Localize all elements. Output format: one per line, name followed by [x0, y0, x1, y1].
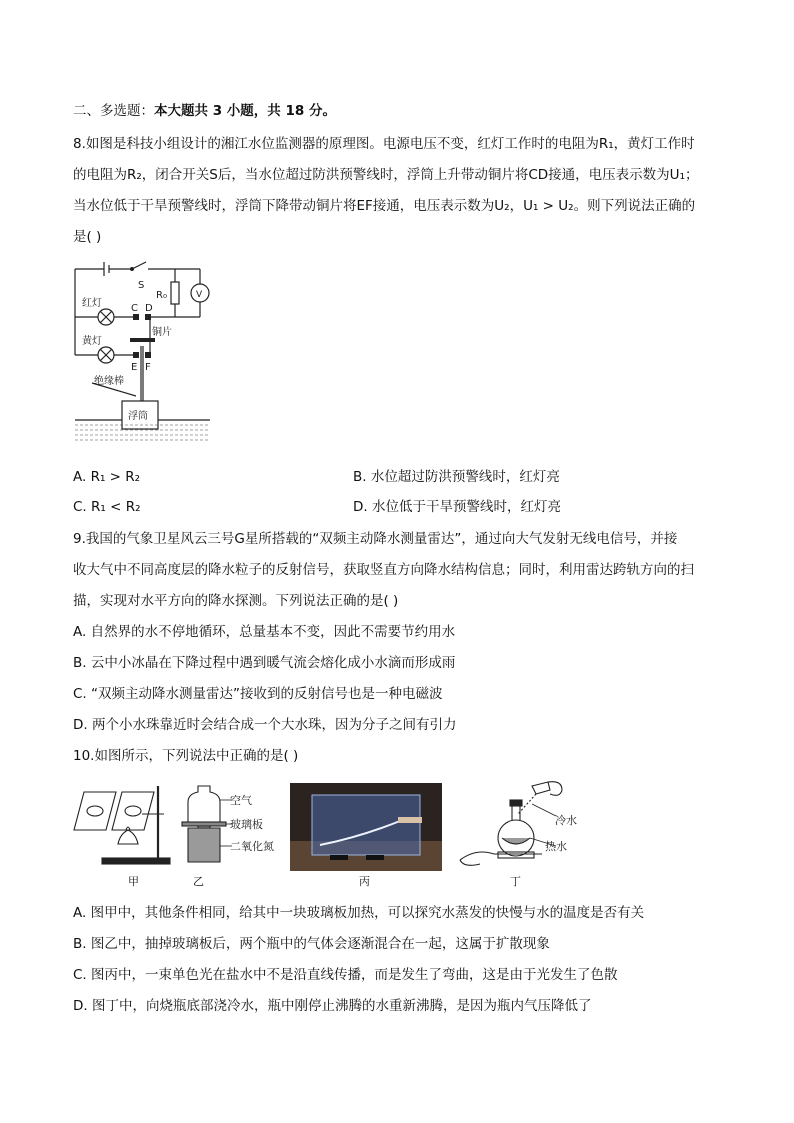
- q9-stem-line-1: 9.我国的气象卫星风云三号G星所搭载的“双频主动降水测量雷达”，通过向大气发射无线电信号，并接: [73, 531, 678, 547]
- label-c: C: [131, 303, 138, 314]
- q8-option-c[interactable]: C. R₁ < R₂: [73, 499, 141, 515]
- label-copper: 铜片: [152, 327, 172, 338]
- contact-c: [133, 314, 139, 320]
- q10-stem: 10.如图所示，下列说法中正确的是( ): [73, 748, 299, 764]
- q9-stem-line-3: 描，实现对水平方向的降水探测。下列说法正确的是( ): [73, 593, 399, 609]
- q10-figure-yi: [180, 780, 290, 872]
- label-d: D: [145, 303, 153, 314]
- label-v: V: [196, 290, 203, 300]
- q8-option-b[interactable]: B. 水位超过防洪预警线时，红灯亮: [353, 469, 560, 485]
- q9-option-c[interactable]: C. “双频主动降水测量雷达”接收到的反射信号也是一种电磁波: [73, 686, 443, 702]
- holding-hand: [460, 852, 542, 860]
- label-float: 浮筒: [128, 411, 148, 422]
- resistor-r0: [171, 282, 179, 304]
- label-yi: 乙: [193, 875, 204, 888]
- q9-option-a[interactable]: A. 自然界的水不停地循环，总量基本不变，因此不需要节约用水: [73, 624, 456, 640]
- alcohol-lamp: [118, 830, 138, 844]
- label-f: F: [145, 362, 151, 373]
- label-s: S: [138, 280, 145, 291]
- label-glass: 玻璃板: [230, 818, 263, 831]
- section-prefix: 二、多选题：: [73, 103, 154, 119]
- q8-stem-line-2: 的电阻为R₂，闭合开关S后，当水位超过防洪预警线时，浮筒上升带动铜片将CD接通，电压表示数为U₁；: [73, 167, 699, 183]
- contact-f: [145, 352, 151, 358]
- cold-water-beaker: [532, 782, 550, 794]
- copper-strip: [130, 338, 155, 342]
- label-insulator: 绝缘棒: [94, 376, 124, 387]
- q10-figure-jia: [72, 780, 182, 872]
- label-jia: 甲: [128, 875, 139, 888]
- label-hot-water: 热水: [545, 840, 567, 853]
- glass-plate: [182, 822, 226, 826]
- label-yellow-lamp: 黄灯: [82, 336, 102, 347]
- contact-d: [145, 314, 151, 320]
- switch-s: [132, 262, 146, 269]
- q8-stem-line-3: 当水位低于干旱预警线时，浮筒下降带动铜片将EF接通，电压表示数为U₂，U₁ > U₂。则下列说法正确的: [73, 198, 696, 214]
- no2-bottle: [188, 826, 220, 862]
- q10-option-d[interactable]: D. 图丁中，向烧瓶底部浇冷水，瓶中刚停止沸腾的水重新沸腾，是因为瓶内气压降低了: [73, 998, 592, 1014]
- q10-option-a[interactable]: A. 图甲中，其他条件相同，给其中一块玻璃板加热，可以探究水蒸发的快慢与水的温度是否有关: [73, 905, 645, 921]
- q10-figure-bing: [290, 783, 442, 871]
- contact-e: [133, 352, 139, 358]
- section-desc: 本大题共 3 小题，共 18 分。: [154, 103, 336, 119]
- glass-plate-right: [112, 792, 154, 830]
- q10-option-c[interactable]: C. 图丙中，一束单色光在盐水中不是沿直线传播，而是发生了弯曲，这是由于光发生了色散: [73, 967, 618, 983]
- q9-option-d[interactable]: D. 两个小水珠靠近时会结合成一个大水珠，因为分子之间有引力: [73, 717, 457, 733]
- water-tank: [312, 795, 420, 855]
- section-heading: [73, 101, 336, 121]
- label-air: 空气: [230, 794, 252, 807]
- q10-figure-ding: [450, 780, 590, 872]
- stand-base: [102, 858, 170, 864]
- q8-stem-line-4: 是( ): [73, 229, 102, 245]
- label-red-lamp: 红灯: [82, 298, 102, 309]
- air-bottle: [188, 786, 220, 822]
- q8-option-d[interactable]: D. 水位低于干旱预警线时，红灯亮: [353, 499, 561, 515]
- q10-option-b[interactable]: B. 图乙中，抽掉玻璃板后，两个瓶中的气体会逐渐混合在一起，这属于扩散现象: [73, 936, 550, 952]
- laser-pointer: [398, 817, 422, 823]
- water-drop-left: [87, 806, 103, 816]
- q9-option-b[interactable]: B. 云中小冰晶在下降过程中遇到暖气流会熔化成小水滴而形成雨: [73, 655, 456, 671]
- q9-stem-line-2: 收大气中不同高度层的降水粒子的反射信号，获取竖直方向降水结构信息；同时，利用雷达跨轨方向的扫: [73, 562, 694, 578]
- label-bing: 丙: [359, 875, 370, 888]
- q8-stem-line-1: 8.如图是科技小组设计的湘江水位监测器的原理图。电源电压不变，红灯工作时的电阻为R₁，黄灯工作时: [73, 136, 695, 152]
- label-r0: R₀: [156, 290, 167, 301]
- glass-plate-left: [74, 792, 116, 830]
- q8-circuit-diagram: [70, 258, 220, 448]
- label-cold-water: 冷水: [555, 814, 577, 827]
- q8-option-a[interactable]: A. R₁ > R₂: [73, 469, 141, 485]
- label-no2: 二氧化氮: [230, 840, 274, 853]
- water-drop-right: [125, 806, 141, 816]
- label-ding: 丁: [510, 875, 521, 888]
- label-e: E: [131, 362, 138, 373]
